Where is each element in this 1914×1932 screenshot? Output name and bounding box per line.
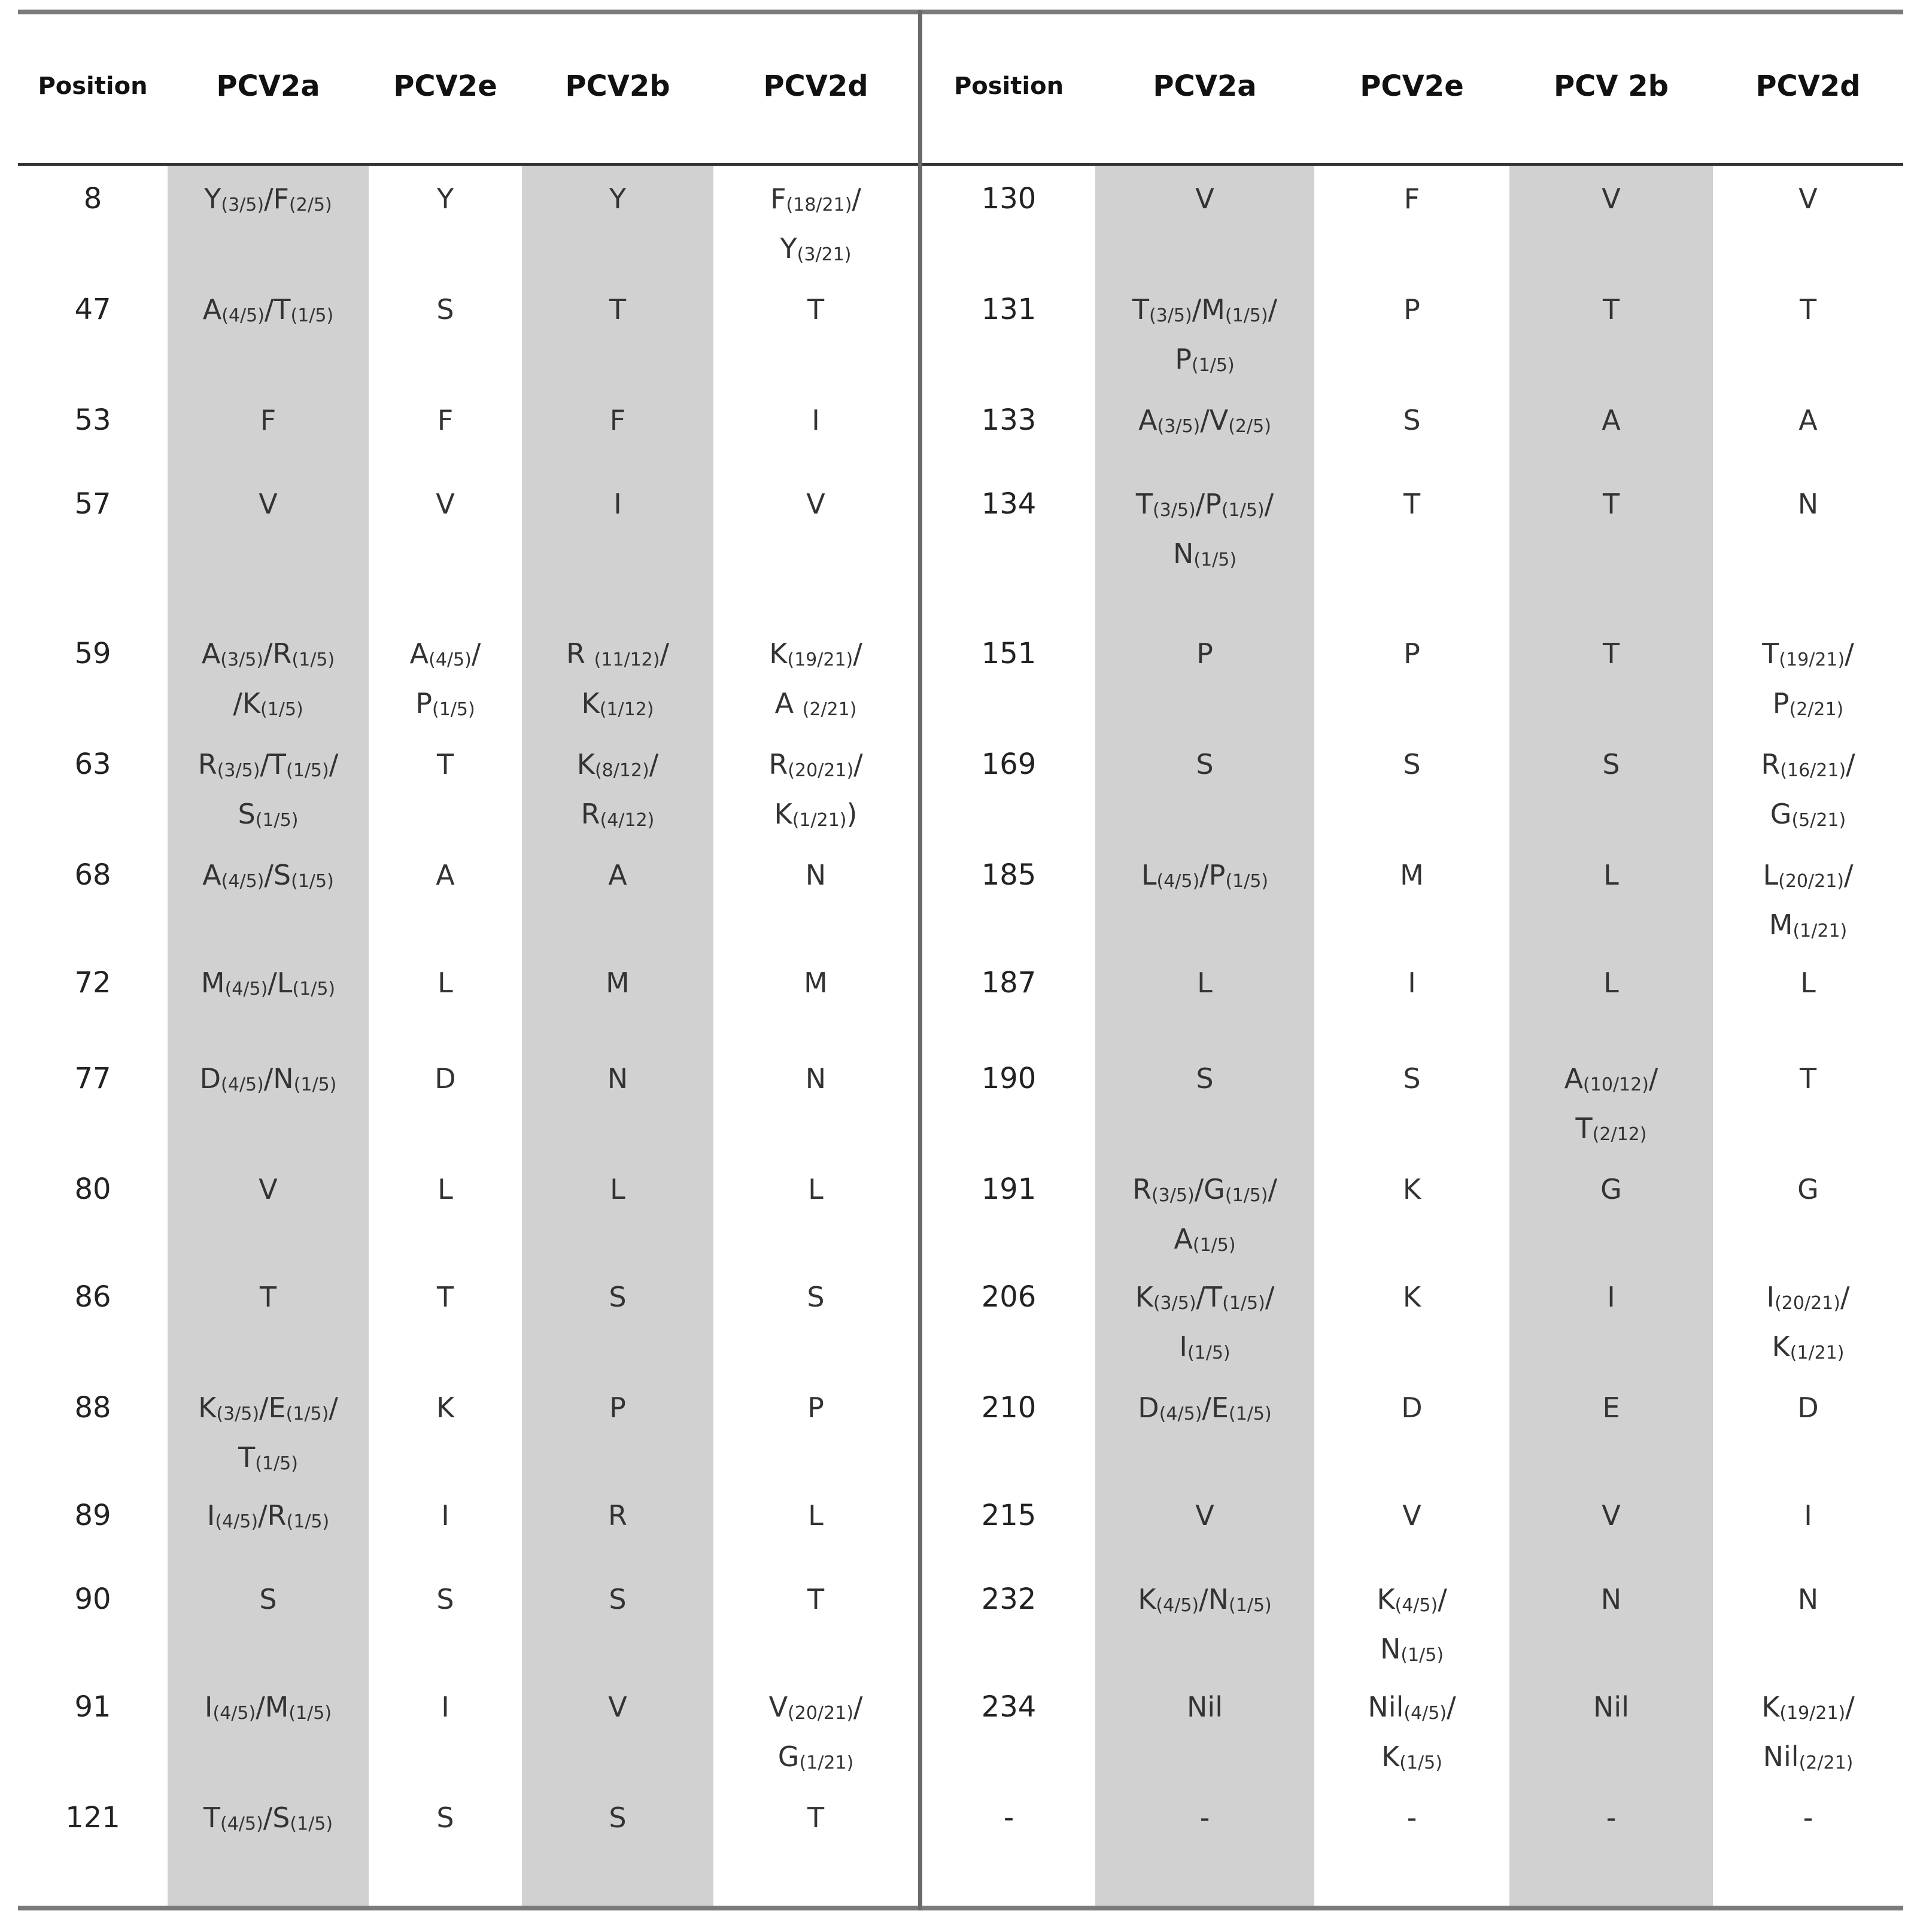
cell-r11-position-right: 206 bbox=[981, 1280, 1037, 1314]
cell-r12-position-right: 210 bbox=[981, 1391, 1037, 1424]
cell-r6-pcv2b-right: S bbox=[1602, 748, 1620, 780]
comparison-table bbox=[18, 10, 1903, 1925]
cell-r3-pcv2d-left: I bbox=[812, 404, 820, 436]
cell-r16-pcv2a-right: - bbox=[1199, 1802, 1210, 1834]
cell-r11-position-left: 86 bbox=[74, 1280, 111, 1314]
header-position-left: Position bbox=[38, 72, 148, 100]
cell-r9-pcv2b-right: $A_{(10/12)}/$ $T_{(2/12)}$ bbox=[1564, 1062, 1658, 1145]
cell-r15-pcv2a-right: Nil bbox=[1187, 1691, 1223, 1723]
cell-r14-pcv2a-left: S bbox=[259, 1583, 277, 1615]
cell-r8-pcv2a-right: L bbox=[1197, 967, 1213, 999]
cell-r14-pcv2a-right: $K_{(4/5)}/N_{(1/5)}$ bbox=[1138, 1583, 1272, 1616]
cell-r12-pcv2d-left: P bbox=[807, 1392, 824, 1424]
cell-r9-position-right: 190 bbox=[981, 1062, 1037, 1095]
cell-r8-position-right: 187 bbox=[981, 966, 1037, 1000]
cell-r15-position-right: 234 bbox=[981, 1690, 1037, 1724]
cell-r5-pcv2a-left: $A_{(3/5)}/R_{(1/5)}$ $/K_{(1/5)}$ bbox=[201, 637, 335, 720]
cell-r2-position-right: 131 bbox=[981, 293, 1037, 326]
cell-r4-pcv2d-left: V bbox=[806, 488, 825, 520]
cell-r4-pcv2a-right: $T_{(3/5)}/P_{(1/5)}/$ $N_{(1/5)}$ bbox=[1135, 488, 1274, 570]
cell-r11-pcv2e-right: K bbox=[1402, 1281, 1421, 1313]
cell-r9-pcv2b-left: N bbox=[607, 1062, 628, 1095]
cell-r11-pcv2e-left: T bbox=[436, 1281, 454, 1313]
cell-r16-pcv2b-left: S bbox=[609, 1802, 627, 1834]
cell-r12-pcv2a-left: $K_{(3/5)}/E_{(1/5)}/$ $T_{(1/5)}$ bbox=[198, 1392, 338, 1474]
cell-r10-position-left: 80 bbox=[74, 1172, 111, 1206]
cell-r8-pcv2a-left: $M_{(4/5)}/L_{(1/5)}$ bbox=[200, 967, 336, 1000]
cell-r7-pcv2d-right: $L_{(20/21)}/$ $M_{(1/21)}$ bbox=[1763, 859, 1854, 941]
cell-r5-position-left: 59 bbox=[74, 637, 111, 670]
cell-r2-pcv2e-right: P bbox=[1403, 293, 1420, 326]
cell-r3-pcv2b-right: A bbox=[1602, 404, 1621, 436]
cell-r11-pcv2d-left: S bbox=[807, 1281, 825, 1313]
cell-r16-position-left: 121 bbox=[65, 1801, 120, 1834]
cell-r16-pcv2b-right: - bbox=[1606, 1802, 1617, 1834]
cell-r2-pcv2a-left: $A_{(4/5)}/T_{(1/5)}$ bbox=[202, 293, 334, 326]
bottom-rule bbox=[18, 1906, 1903, 1910]
header-pcv2b-right: PCV 2b bbox=[1553, 69, 1669, 103]
cell-r12-pcv2b-right: E bbox=[1602, 1392, 1620, 1424]
cell-r12-pcv2e-left: K bbox=[436, 1392, 455, 1424]
cell-r11-pcv2a-left: T bbox=[259, 1281, 277, 1313]
cell-r6-pcv2d-right: $R_{(16/21)}/$ $G_{(5/21)}$ bbox=[1761, 748, 1855, 831]
cell-r13-position-right: 215 bbox=[981, 1499, 1037, 1532]
cell-r3-pcv2a-left: F bbox=[260, 404, 277, 436]
cell-r6-pcv2e-left: T bbox=[436, 748, 454, 780]
cell-r1-pcv2d-left: $F_{(18/21)}/$ $Y_{(3/21)}$ bbox=[770, 183, 861, 265]
center-divider bbox=[918, 10, 922, 1910]
cell-r13-pcv2b-right: V bbox=[1602, 1499, 1621, 1532]
cell-r5-position-right: 151 bbox=[981, 637, 1037, 670]
cell-r14-pcv2b-left: S bbox=[609, 1583, 627, 1615]
cell-r15-pcv2a-left: $I_{(4/5)}/M_{(1/5)}$ bbox=[204, 1691, 332, 1724]
cell-r13-pcv2e-left: I bbox=[441, 1499, 449, 1532]
cell-r10-pcv2d-right: G bbox=[1797, 1173, 1819, 1205]
cell-r6-pcv2e-right: S bbox=[1403, 748, 1421, 780]
cell-r9-pcv2e-left: D bbox=[435, 1062, 456, 1095]
cell-r2-pcv2e-left: S bbox=[436, 293, 454, 326]
cell-r5-pcv2b-left: R $_{(11/12)}$/ $K_{(1/12)}$ bbox=[566, 637, 669, 720]
cell-r14-pcv2d-right: N bbox=[1797, 1583, 1819, 1615]
cell-r9-pcv2d-right: T bbox=[1799, 1062, 1817, 1095]
cell-r15-position-left: 91 bbox=[74, 1690, 111, 1724]
cell-r7-pcv2d-left: N bbox=[805, 859, 827, 891]
cell-r7-pcv2b-left: A bbox=[608, 859, 627, 891]
cell-r9-position-left: 77 bbox=[74, 1062, 111, 1095]
cell-r13-pcv2d-left: L bbox=[808, 1499, 824, 1532]
cell-r6-pcv2b-left: $K_{(8/12)}/$ $R_{(4/12)}$ bbox=[576, 748, 659, 831]
cell-r13-pcv2e-right: V bbox=[1402, 1499, 1421, 1532]
cell-r10-pcv2a-right: $R_{(3/5)}/G_{(1/5)}/$ $A_{(1/5)}$ bbox=[1132, 1173, 1278, 1256]
cell-r12-pcv2d-right: D bbox=[1797, 1392, 1819, 1424]
cell-r8-pcv2b-left: M bbox=[606, 967, 630, 999]
cell-r2-position-left: 47 bbox=[74, 293, 111, 326]
cell-r2-pcv2a-right: $T_{(3/5)}/M_{(1/5)}/$ $P_{(1/5)}$ bbox=[1132, 293, 1278, 376]
cell-r4-position-left: 57 bbox=[74, 487, 111, 521]
cell-r8-pcv2d-right: L bbox=[1800, 967, 1816, 999]
cell-r1-position-right: 130 bbox=[981, 182, 1037, 215]
cell-r1-pcv2e-left: Y bbox=[436, 183, 454, 215]
cell-r16-pcv2d-left: T bbox=[807, 1802, 825, 1834]
cell-r9-pcv2a-right: S bbox=[1196, 1062, 1214, 1095]
header-pcv2a-right: PCV2a bbox=[1153, 69, 1257, 103]
cell-r15-pcv2b-right: Nil bbox=[1593, 1691, 1629, 1723]
cell-r16-pcv2e-left: S bbox=[436, 1802, 454, 1834]
cell-r9-pcv2d-left: N bbox=[805, 1062, 827, 1095]
header-pcv2d-left: PCV2d bbox=[763, 69, 868, 103]
cell-r13-pcv2a-right: V bbox=[1195, 1499, 1214, 1532]
cell-r3-pcv2d-right: A bbox=[1798, 404, 1818, 436]
cell-r3-pcv2e-right: S bbox=[1403, 404, 1421, 436]
cell-r15-pcv2d-left: $V_{(20/21)}/$ $G_{(1/21)}$ bbox=[768, 1691, 863, 1773]
cell-r7-pcv2a-right: $L_{(4/5)}/P_{(1/5)}$ bbox=[1141, 859, 1269, 892]
cell-r5-pcv2e-left: $A_{(4/5)}/$ $P_{(1/5)}$ bbox=[409, 637, 481, 720]
cell-r10-pcv2d-left: L bbox=[808, 1173, 824, 1205]
cell-r14-position-left: 90 bbox=[74, 1582, 111, 1616]
cell-r7-position-left: 68 bbox=[74, 858, 111, 892]
cell-r15-pcv2b-left: V bbox=[608, 1691, 627, 1723]
cell-r4-pcv2d-right: N bbox=[1797, 488, 1819, 520]
cell-r14-pcv2b-right: N bbox=[1600, 1583, 1622, 1615]
cell-r13-pcv2a-left: $I_{(4/5)}/R_{(1/5)}$ bbox=[206, 1499, 330, 1532]
cell-r6-position-right: 169 bbox=[981, 748, 1037, 781]
cell-r5-pcv2d-left: $K_{(19/21)}/$ A $_{(2/21)}$ bbox=[769, 637, 862, 720]
cell-r10-pcv2e-right: K bbox=[1402, 1173, 1421, 1205]
cell-r6-pcv2d-left: $R_{(20/21)}/$ $K_{(1/21)}$) bbox=[768, 748, 863, 831]
cell-r8-pcv2e-left: L bbox=[438, 967, 453, 999]
cell-r3-pcv2e-left: F bbox=[437, 404, 454, 436]
cell-r1-pcv2e-right: F bbox=[1403, 183, 1420, 215]
cell-r4-pcv2e-left: V bbox=[436, 488, 455, 520]
cell-r9-pcv2a-left: $D_{(4/5)}/N_{(1/5)}$ bbox=[199, 1062, 337, 1095]
cell-r16-pcv2d-right: - bbox=[1803, 1802, 1813, 1834]
cell-r4-position-right: 134 bbox=[981, 487, 1037, 521]
cell-r12-pcv2b-left: P bbox=[609, 1392, 626, 1424]
cell-r3-position-left: 53 bbox=[74, 403, 111, 437]
cell-r13-position-left: 89 bbox=[74, 1499, 111, 1532]
cell-r8-pcv2d-left: M bbox=[804, 967, 828, 999]
cell-r2-pcv2b-left: T bbox=[609, 293, 627, 326]
cell-r12-pcv2e-right: D bbox=[1401, 1392, 1423, 1424]
cell-r1-pcv2a-left: $Y_{(3/5)}/F_{(2/5)}$ bbox=[204, 183, 332, 215]
header-pcv2e-left: PCV2e bbox=[393, 69, 497, 103]
cell-r11-pcv2d-right: $I_{(20/21)}/$ $K_{(1/21)}$ bbox=[1766, 1281, 1850, 1363]
cell-r14-pcv2e-left: S bbox=[436, 1583, 454, 1615]
cell-r16-pcv2e-right: - bbox=[1406, 1802, 1417, 1834]
cell-r13-pcv2d-right: I bbox=[1804, 1499, 1812, 1532]
header-pcv2e-right: PCV2e bbox=[1360, 69, 1464, 103]
cell-r7-pcv2e-left: A bbox=[436, 859, 455, 891]
cell-r12-pcv2a-right: $D_{(4/5)}/E_{(1/5)}$ bbox=[1138, 1392, 1272, 1424]
cell-r3-pcv2a-right: $A_{(3/5)}/V_{(2/5)}$ bbox=[1138, 404, 1271, 437]
cell-r5-pcv2b-right: T bbox=[1602, 637, 1620, 670]
cell-r15-pcv2e-right: Nil$_{(4/5)}$/ $K_{(1/5)}$ bbox=[1368, 1691, 1456, 1773]
header-pcv2d-right: PCV2d bbox=[1755, 69, 1861, 103]
cell-r10-pcv2b-left: L bbox=[610, 1173, 625, 1205]
cell-r11-pcv2b-right: I bbox=[1607, 1281, 1615, 1313]
cell-r10-pcv2e-left: L bbox=[438, 1173, 453, 1205]
cell-r8-position-left: 72 bbox=[74, 966, 111, 1000]
header-position-right: Position bbox=[953, 72, 1064, 100]
header-pcv2b-left: PCV2b bbox=[565, 69, 670, 103]
cell-r2-pcv2d-left: T bbox=[807, 293, 825, 326]
cell-r4-pcv2a-left: V bbox=[259, 488, 278, 520]
cell-r8-pcv2e-right: I bbox=[1408, 967, 1416, 999]
cell-r7-position-right: 185 bbox=[981, 858, 1037, 892]
cell-r12-position-left: 88 bbox=[74, 1391, 111, 1424]
cell-r7-pcv2a-left: $A_{(4/5)}/S_{(1/5)}$ bbox=[202, 859, 334, 892]
cell-r1-pcv2b-right: V bbox=[1602, 183, 1621, 215]
cell-r7-pcv2b-right: L bbox=[1603, 859, 1619, 891]
cell-r2-pcv2d-right: T bbox=[1799, 293, 1817, 326]
cell-r14-pcv2e-right: $K_{(4/5)}/$ $N_{(1/5)}$ bbox=[1377, 1583, 1447, 1666]
cell-r10-pcv2a-left: V bbox=[259, 1173, 278, 1205]
cell-r16-pcv2a-left: $T_{(4/5)}/S_{(1/5)}$ bbox=[203, 1802, 333, 1834]
cell-r3-pcv2b-left: F bbox=[609, 404, 626, 436]
cell-r3-position-right: 133 bbox=[981, 403, 1037, 437]
cell-r5-pcv2d-right: $T_{(19/21)}/$ $P_{(2/21)}$ bbox=[1762, 637, 1854, 720]
cell-r14-position-right: 232 bbox=[981, 1582, 1037, 1616]
cell-r2-pcv2b-right: T bbox=[1602, 293, 1620, 326]
cell-r13-pcv2b-left: R bbox=[608, 1499, 627, 1532]
cell-r5-pcv2e-right: P bbox=[1403, 637, 1420, 670]
cell-r6-position-left: 63 bbox=[74, 748, 111, 781]
cell-r1-pcv2b-left: Y bbox=[609, 183, 627, 215]
cell-r10-position-right: 191 bbox=[981, 1172, 1037, 1206]
cell-r6-pcv2a-left: $R_{(3/5)}/T_{(1/5)}/$ $S_{(1/5)}$ bbox=[198, 748, 339, 831]
cell-r1-pcv2d-right: V bbox=[1798, 183, 1818, 215]
cell-r11-pcv2b-left: S bbox=[609, 1281, 627, 1313]
cell-r15-pcv2e-left: I bbox=[441, 1691, 449, 1723]
cell-r4-pcv2e-right: T bbox=[1403, 488, 1421, 520]
cell-r1-position-left: 8 bbox=[83, 182, 102, 215]
cell-r11-pcv2a-right: $K_{(3/5)}/T_{(1/5)}/$ $I_{(1/5)}$ bbox=[1135, 1281, 1275, 1363]
cell-r9-pcv2e-right: S bbox=[1403, 1062, 1421, 1095]
cell-r4-pcv2b-right: T bbox=[1602, 488, 1620, 520]
cell-r7-pcv2e-right: M bbox=[1400, 859, 1424, 891]
cell-r16-position-right: - bbox=[1003, 1801, 1014, 1834]
cell-r1-pcv2a-right: V bbox=[1195, 183, 1214, 215]
cell-r8-pcv2b-right: L bbox=[1603, 967, 1619, 999]
cell-r5-pcv2a-right: P bbox=[1196, 637, 1213, 670]
cell-r6-pcv2a-right: S bbox=[1196, 748, 1214, 780]
header-pcv2a-left: PCV2a bbox=[216, 69, 320, 103]
cell-r10-pcv2b-right: G bbox=[1600, 1173, 1622, 1205]
cell-r4-pcv2b-left: I bbox=[613, 488, 622, 520]
cell-r14-pcv2d-left: T bbox=[807, 1583, 825, 1615]
cell-r15-pcv2d-right: $K_{(19/21)}/$ Nil$_{(2/21)}$ bbox=[1761, 1691, 1855, 1773]
